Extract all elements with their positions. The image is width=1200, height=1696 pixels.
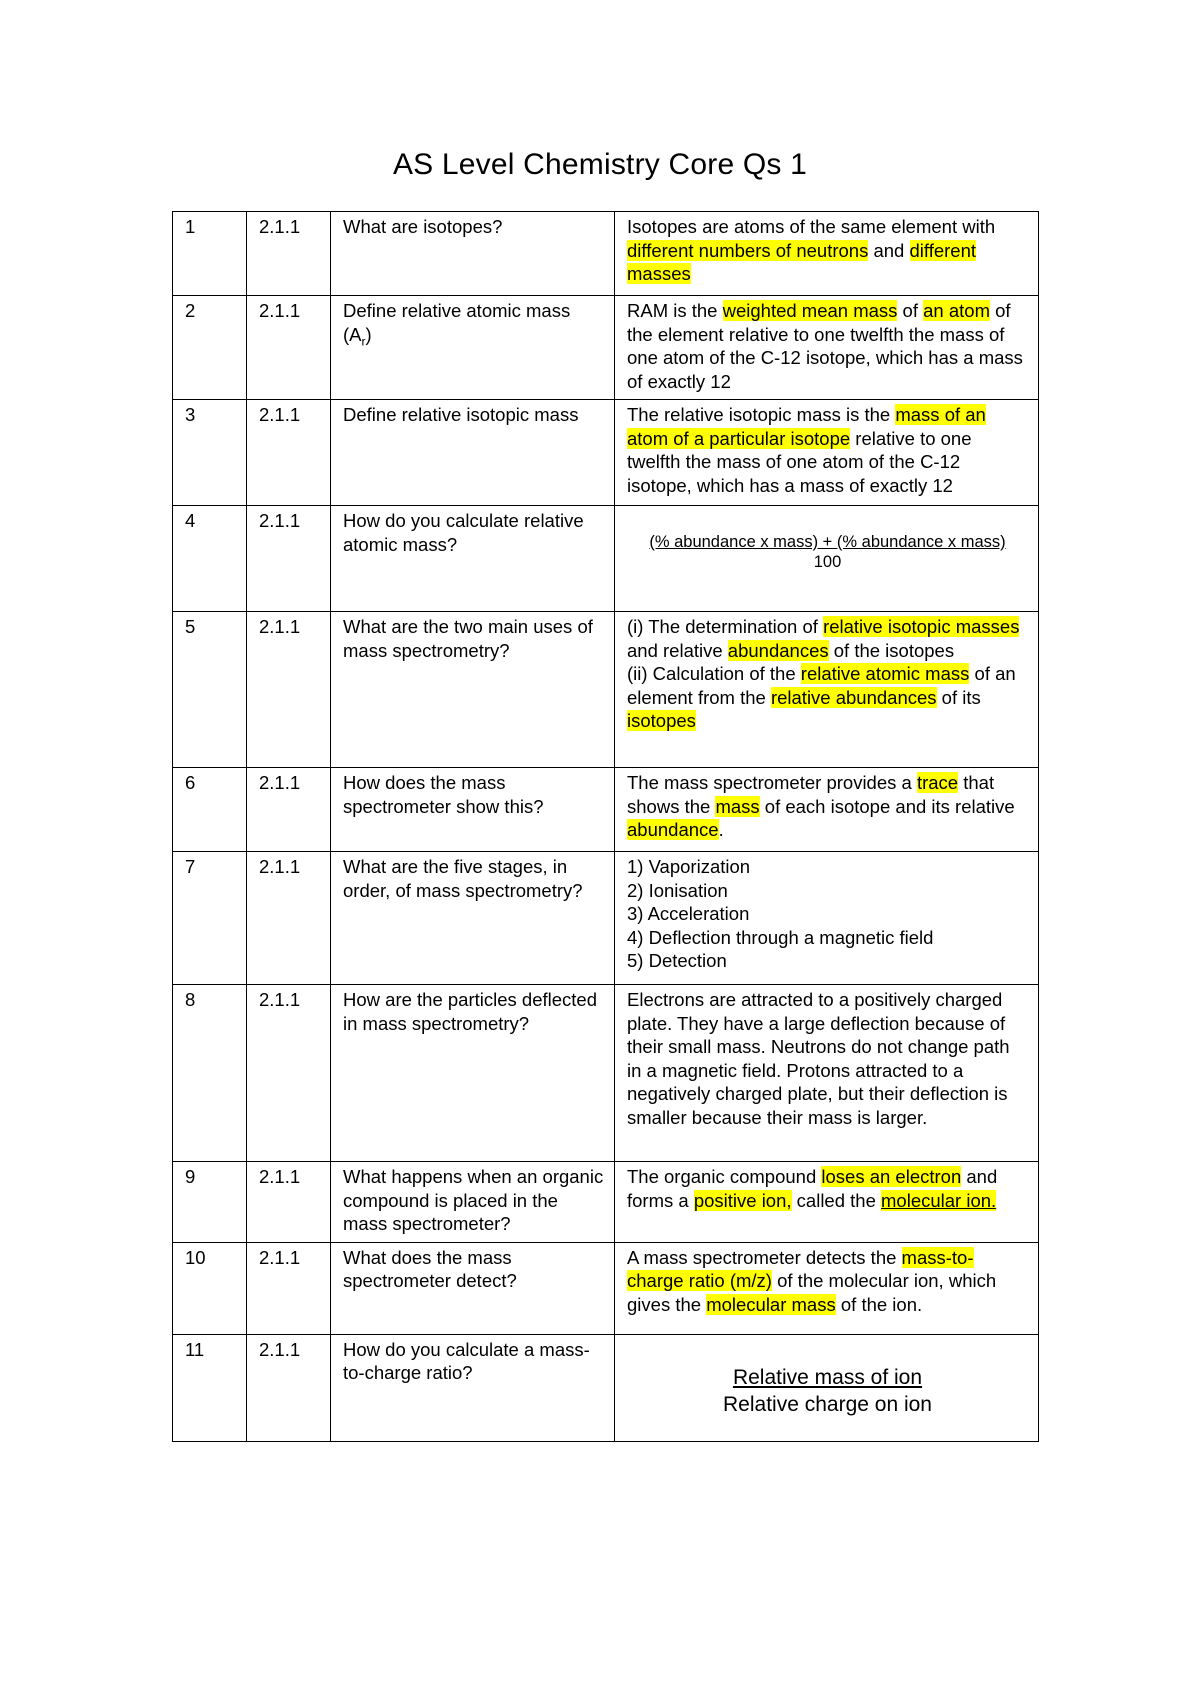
highlighted-text: abundance xyxy=(627,819,719,840)
answer-text xyxy=(615,985,1039,1162)
question-text xyxy=(331,768,615,852)
answer-fragment: that shows the xyxy=(627,772,995,817)
question-text xyxy=(331,852,615,985)
formula-denominator: 100 xyxy=(813,553,842,571)
answer-fragment: The relative isotopic mass is the xyxy=(627,404,896,425)
question-number: 11 xyxy=(173,1334,247,1441)
answer-fragment: Isotopes are atoms of the same element with xyxy=(627,216,996,237)
answer-fragment: relative to one twelfth the mass of one atom of the C-12 isotope, which has a mass of exactly 12 xyxy=(627,427,972,496)
question-text xyxy=(331,296,615,400)
table-row xyxy=(173,768,1039,852)
question-text-main: What does the mass spectrometer detect? xyxy=(343,1246,517,1291)
question-text xyxy=(331,212,615,296)
table-row xyxy=(173,985,1039,1162)
answer-fragment: of the molecular ion, which gives the xyxy=(627,1270,997,1315)
highlighted-text: different masses xyxy=(627,239,977,284)
answer-formula xyxy=(627,509,1028,572)
questions-table xyxy=(172,211,1039,1442)
answer-fragment: and relative xyxy=(627,639,728,661)
question-text xyxy=(331,506,615,612)
spec-reference: 2.1.1 xyxy=(247,1162,331,1243)
answer-text xyxy=(615,1162,1039,1243)
answer-fragment: Electrons are attracted to a positively charged plate. They have a large deflection because of their small mass. Neutrons do not change path in a magnetic field. Protons attracted to a negatively charged plate, but their deflection is smaller because their mass is larger. xyxy=(627,989,1010,1128)
formula-numerator: (% abundance x mass) + (% abundance x mass) xyxy=(649,533,1006,551)
answer-fragment: 1) Vaporization xyxy=(627,856,751,877)
answer-fragment: 3) Acceleration xyxy=(627,903,750,924)
spec-reference: 2.1.1 xyxy=(247,400,331,506)
spec-reference: 2.1.1 xyxy=(247,296,331,400)
question-text-main: What happens when an organic compound is placed in the mass spectrometer? xyxy=(343,1166,604,1234)
question-text-main: How do you calculate a mass-to-charge ratio? xyxy=(343,1338,590,1383)
table-row xyxy=(173,852,1039,985)
table-row xyxy=(173,212,1039,296)
table-row xyxy=(173,296,1039,400)
table-row xyxy=(173,400,1039,506)
question-text xyxy=(331,612,615,768)
highlighted-text: weighted mean mass xyxy=(722,300,898,321)
spec-reference: 2.1.1 xyxy=(247,1242,331,1334)
highlighted-text: molecular ion. xyxy=(881,1189,997,1211)
question-text-end: ) xyxy=(365,323,372,345)
formula-denominator: Relative charge on ion xyxy=(723,1392,932,1416)
answer-fragment: 5) Detection xyxy=(627,950,727,971)
answer-fragment: of each isotope and its relative xyxy=(759,795,1015,817)
answer-text xyxy=(615,506,1039,612)
spec-reference: 2.1.1 xyxy=(247,852,331,985)
answer-text xyxy=(615,612,1039,768)
answer-fragment: RAM is the xyxy=(627,300,723,321)
spec-reference: 2.1.1 xyxy=(247,212,331,296)
spec-reference: 2.1.1 xyxy=(247,768,331,852)
question-text-main: How are the particles deflected in mass spectrometry? xyxy=(343,989,597,1034)
question-text-main: Define relative isotopic mass xyxy=(343,404,579,425)
question-text-main: What are isotopes? xyxy=(343,216,503,237)
highlighted-text: molecular mass xyxy=(706,1293,836,1315)
answer-text xyxy=(615,1242,1039,1334)
answer-formula xyxy=(627,1338,1028,1418)
spec-reference: 2.1.1 xyxy=(247,1334,331,1441)
answer-fragment: 4) Deflection through a magnetic field xyxy=(627,926,934,948)
question-number: 6 xyxy=(173,768,247,852)
question-number: 9 xyxy=(173,1162,247,1243)
highlighted-text: mass-to-charge ratio (m/z) xyxy=(627,1246,974,1291)
answer-fragment: The mass spectrometer provides a xyxy=(627,772,917,793)
question-text xyxy=(331,1334,615,1441)
answer-fragment: and forms a xyxy=(627,1166,998,1211)
highlighted-text: different numbers of neutrons xyxy=(627,239,869,261)
answer-fragment: 2) Ionisation xyxy=(627,879,728,901)
answer-text xyxy=(615,400,1039,506)
table-row xyxy=(173,612,1039,768)
question-number: 1 xyxy=(173,212,247,296)
answer-text xyxy=(615,1334,1039,1441)
spec-reference: 2.1.1 xyxy=(247,985,331,1162)
highlighted-text: relative atomic mass xyxy=(800,663,970,684)
answer-fragment: of the ion. xyxy=(835,1293,923,1315)
question-number: 7 xyxy=(173,852,247,985)
answer-fragment: called the xyxy=(791,1189,882,1211)
question-number: 10 xyxy=(173,1242,247,1334)
question-text xyxy=(331,985,615,1162)
spec-reference: 2.1.1 xyxy=(247,612,331,768)
answer-fragment: of its xyxy=(936,686,981,708)
answer-fragment: of an element from the xyxy=(627,663,1016,708)
question-text xyxy=(331,1162,615,1243)
highlighted-text: isotopes xyxy=(627,710,696,731)
highlighted-text: relative isotopic masses xyxy=(823,616,1020,637)
question-text-main: What are the two main uses of mass spectrometry? xyxy=(343,616,593,661)
question-number: 8 xyxy=(173,985,247,1162)
answer-text xyxy=(615,296,1039,400)
formula-numerator: Relative mass of ion xyxy=(732,1365,923,1389)
answer-fragment: of the isotopes xyxy=(828,639,955,661)
question-text-main: Define relative atomic mass (A xyxy=(343,300,571,345)
highlighted-text: mass xyxy=(715,795,760,817)
table-row xyxy=(173,1334,1039,1441)
answer-fragment: of xyxy=(897,300,924,321)
highlighted-text: trace xyxy=(916,772,959,793)
highlighted-text: mass of an atom of a particular isotope xyxy=(627,404,986,449)
table-row xyxy=(173,506,1039,612)
highlighted-text: loses an electron xyxy=(821,1166,962,1187)
highlighted-text: abundances xyxy=(727,639,829,661)
table-row xyxy=(173,1242,1039,1334)
question-text xyxy=(331,1242,615,1334)
question-subscript: r xyxy=(361,334,366,349)
question-number: 4 xyxy=(173,506,247,612)
answer-fragment: A mass spectrometer detects the xyxy=(627,1246,902,1268)
answer-fragment: (ii) Calculation of the xyxy=(627,663,801,684)
answer-fragment: (i) The determination of xyxy=(627,616,824,637)
question-text-main: How does the mass spectrometer show this? xyxy=(343,772,544,817)
answer-text xyxy=(615,852,1039,985)
answer-text xyxy=(615,768,1039,852)
answer-text xyxy=(615,212,1039,296)
questions-table-body xyxy=(173,212,1039,1442)
question-text xyxy=(331,400,615,506)
question-number: 2 xyxy=(173,296,247,400)
highlighted-text: positive ion, xyxy=(693,1189,792,1211)
question-text-main: What are the five stages, in order, of mass spectrometry? xyxy=(343,856,583,901)
question-number: 3 xyxy=(173,400,247,506)
page-title: AS Level Chemistry Core Qs 1 xyxy=(392,148,808,181)
question-text-main: How do you calculate relative atomic mass? xyxy=(343,510,584,555)
answer-fragment: and xyxy=(868,239,910,261)
question-number: 5 xyxy=(173,612,247,768)
table-row xyxy=(173,1162,1039,1243)
highlighted-text: relative abundances xyxy=(770,686,937,708)
answer-fragment: The organic compound xyxy=(627,1166,822,1187)
highlighted-text: an atom xyxy=(923,300,990,321)
spec-reference: 2.1.1 xyxy=(247,506,331,612)
answer-fragment: . xyxy=(718,819,724,840)
answer-fragment: of the element relative to one twelfth the mass of one atom of the C-12 isotope, which has a mass of exactly 12 xyxy=(627,300,1023,392)
